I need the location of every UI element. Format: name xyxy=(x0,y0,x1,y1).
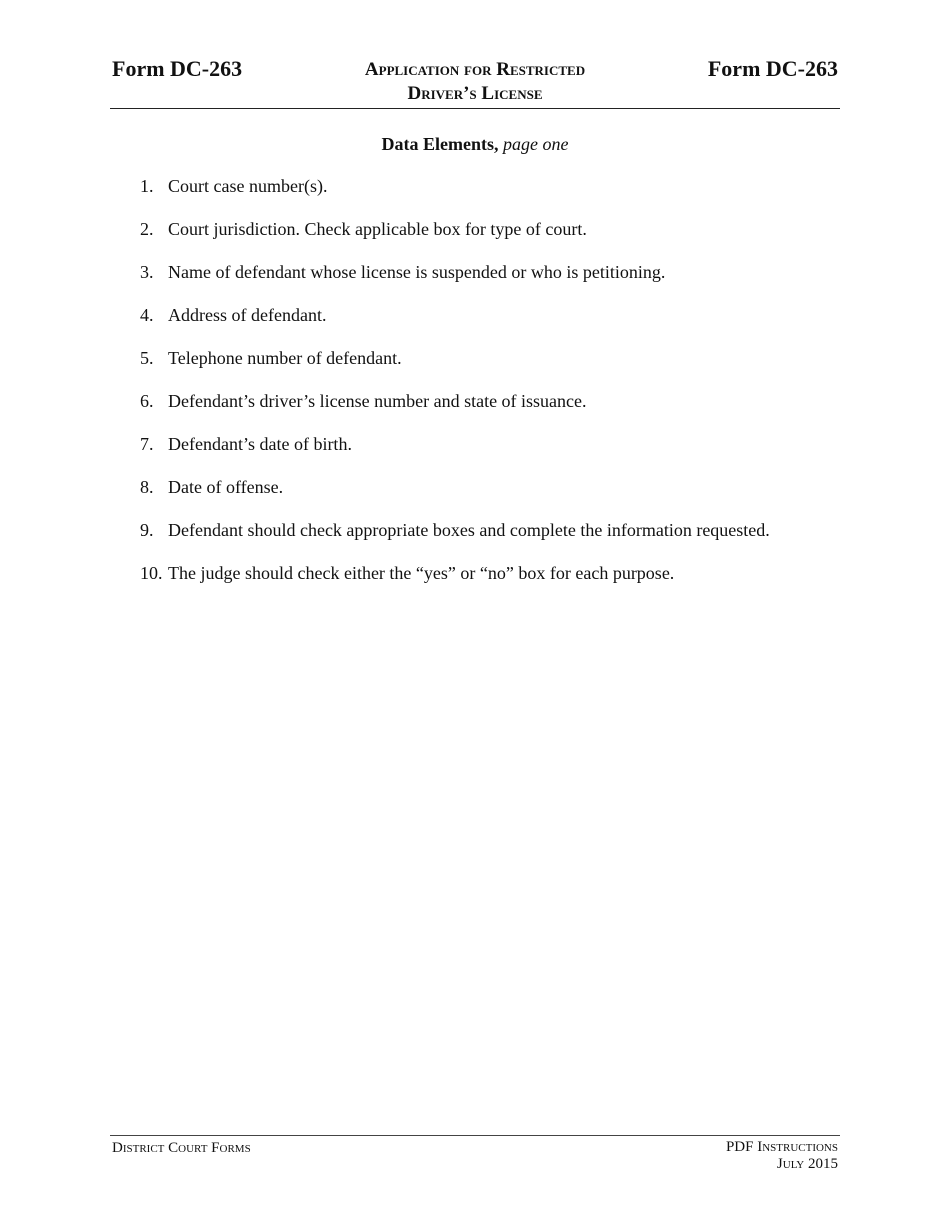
list-item xyxy=(140,432,840,475)
item-text: Court case number(s). xyxy=(168,176,328,196)
document-title xyxy=(305,58,645,106)
item-number: 6. xyxy=(140,391,154,411)
item-text: Defendant’s date of birth. xyxy=(168,434,352,454)
footer-left-label: District Court Forms xyxy=(112,1140,251,1156)
section-heading xyxy=(0,132,950,156)
page-footer xyxy=(110,1135,840,1172)
item-number: 8. xyxy=(140,477,154,497)
list-item xyxy=(140,217,840,260)
item-number: 10. xyxy=(140,563,163,583)
footer-right-block xyxy=(726,1139,838,1173)
item-text: The judge should check either the “yes” or “no” box for each purpose. xyxy=(168,563,675,583)
document-title-line-1: Application for Restricted xyxy=(364,59,586,80)
item-number: 9. xyxy=(140,520,154,540)
form-number-left: Form DC-263 xyxy=(112,56,243,81)
item-text: Court jurisdiction. Check applicable box for type of court. xyxy=(168,219,587,239)
item-text: Defendant should check appropriate boxes and complete the information requested. xyxy=(168,520,770,540)
footer-instructions-label: PDF Instructions xyxy=(725,1139,838,1155)
item-text: Date of offense. xyxy=(168,477,284,497)
item-number: 7. xyxy=(140,434,154,454)
list-item xyxy=(140,475,840,518)
footer-date: July 2015 xyxy=(776,1156,838,1172)
section-heading-label: Data Elements, xyxy=(381,134,499,154)
item-number: 5. xyxy=(140,348,154,368)
list-item xyxy=(140,174,840,217)
page-header xyxy=(110,56,840,109)
list-item xyxy=(140,346,840,389)
item-number: 3. xyxy=(140,262,154,282)
list-item xyxy=(140,260,840,303)
data-elements-list xyxy=(140,174,840,604)
form-number-right: Form DC-263 xyxy=(707,56,838,81)
item-text: Telephone number of defendant. xyxy=(168,348,402,368)
item-number: 2. xyxy=(140,219,154,239)
item-text: Address of defendant. xyxy=(168,305,327,325)
item-text: Name of defendant whose license is suspended or who is petitioning. xyxy=(168,262,666,282)
list-item xyxy=(140,303,840,346)
list-item xyxy=(140,389,840,432)
list-item xyxy=(140,518,840,561)
item-number: 4. xyxy=(140,305,154,325)
section-heading-page: page one xyxy=(503,134,569,154)
document-title-line-2: Driver’s License xyxy=(407,83,543,104)
list-item xyxy=(140,561,840,604)
item-number: 1. xyxy=(140,176,154,196)
item-text: Defendant’s driver’s license number and state of issuance. xyxy=(168,391,587,411)
